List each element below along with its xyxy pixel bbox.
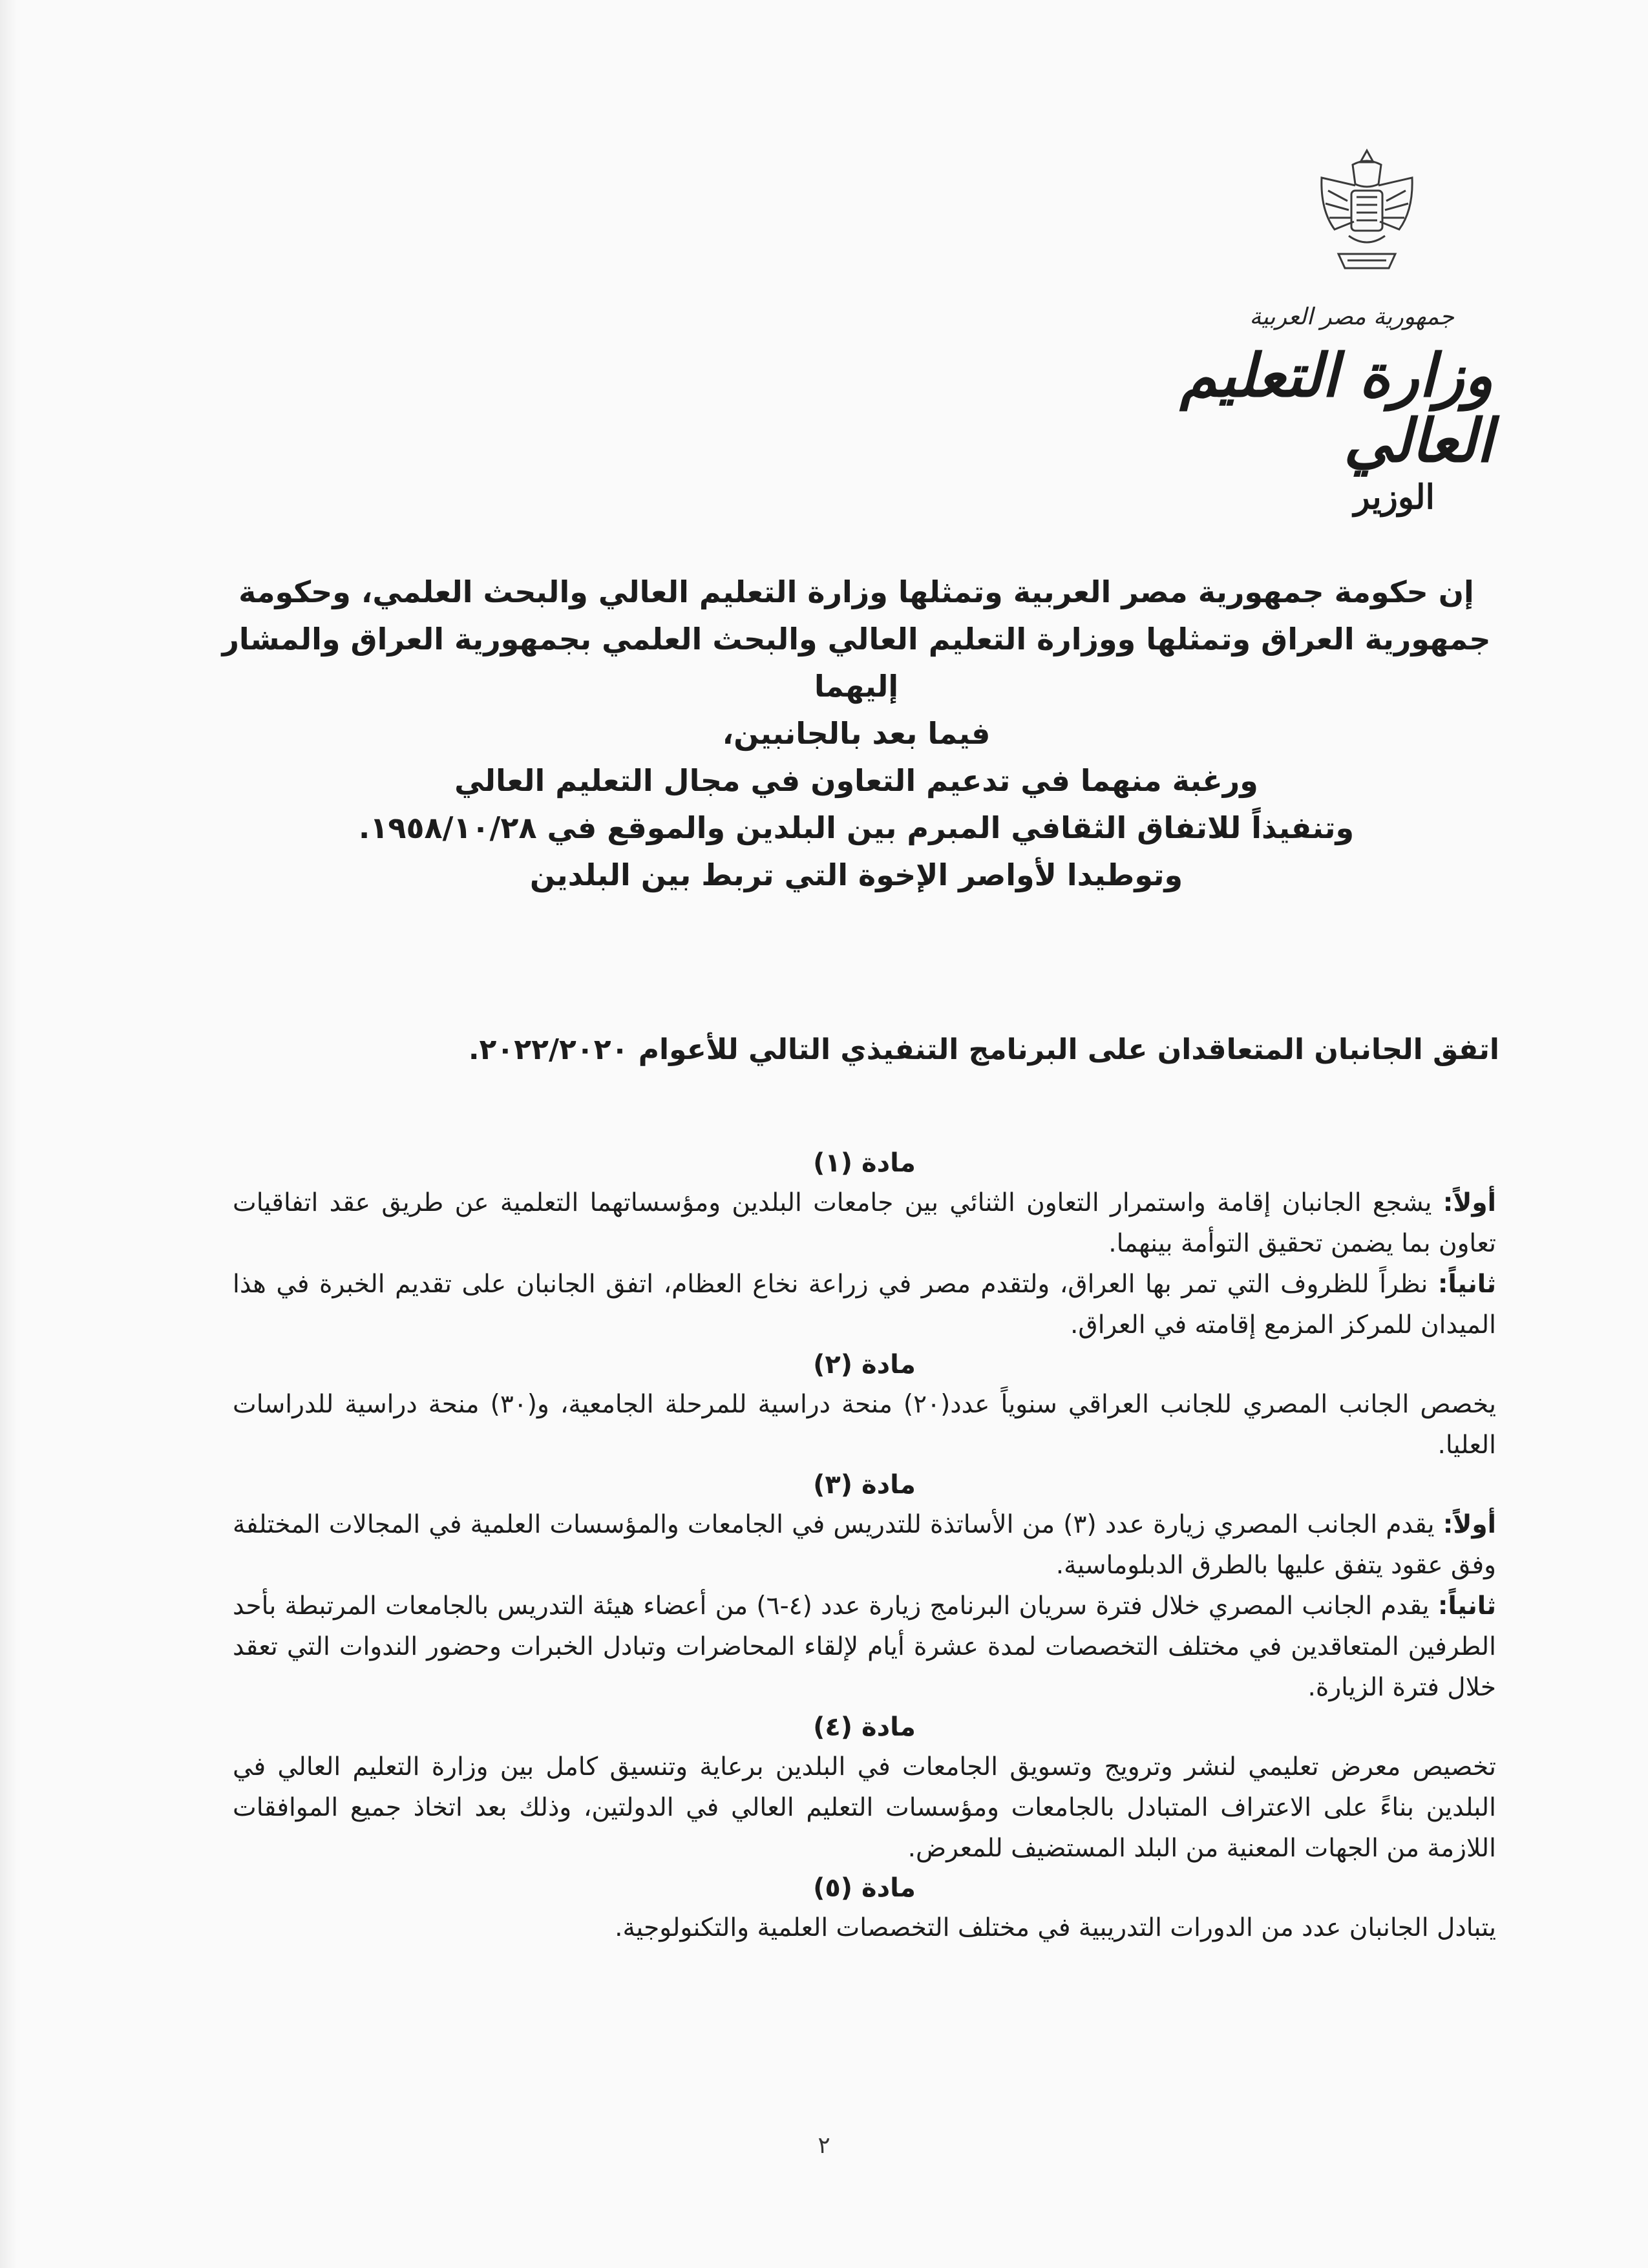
paragraph-text: يخصص الجانب المصري للجانب العراقي سنوياً عدد(٢٠) منحة دراسية للمرحلة الجامعية، و(٣٠) منحة دراسية للدراسات العليا. (233, 1390, 1496, 1460)
article-paragraph (233, 1747, 1496, 1869)
article-4 (233, 1708, 1496, 1869)
letterhead-ministry: وزارة التعليم العالي (1179, 341, 1493, 476)
page-number: ٢ (818, 2132, 830, 2159)
scan-fold-shadow (0, 0, 17, 2268)
preamble-line: جمهورية العراق وتمثلها ووزارة التعليم العالي والبحث العلمي بجمهورية العراق والمشار (222, 622, 1491, 656)
paragraph-text: تخصيص معرض تعليمي لنشر وترويج وتسويق الجامعات في البلدين برعاية وتنسيق كامل بين وزارة التعليم العالي في البلدين بناءً على الاعتراف المتبادل بالجامعات ومؤسسات التعليم العالي في الدولتين، وذلك بعد اتخاذ جميع الموافقات اللازمة من الجهات المعنية من البلد المستضيف للمعرض. (233, 1752, 1496, 1863)
paragraph-text: يتبادل الجانبان عدد من الدورات التدريبية في مختلف التخصصات العلمية والتكنولوجية. (615, 1913, 1496, 1942)
paragraph-lead: ثانياً: (1437, 1270, 1496, 1299)
letterhead (1105, 304, 1493, 517)
article-title: مادة (٥) (813, 1873, 916, 1903)
paragraph-text: يقدم الجانب المصري زيارة عدد (٣) من الأساتذة للتدريس في الجامعات والمؤسسات العلمية في المجالات المختلفة وفق عقود يتفق عليها بالطرق الدبلوماسية. (233, 1510, 1496, 1580)
eagle-emblem-icon (1309, 139, 1425, 278)
articles (233, 1144, 1496, 1948)
letterhead-title: الوزير (1353, 478, 1435, 518)
paragraph-lead: أولاً: (1442, 1510, 1496, 1539)
article-paragraph (233, 1504, 1496, 1586)
article-paragraph (233, 1264, 1496, 1345)
article-5 (233, 1869, 1496, 1948)
preamble-line: وتنفيذاً للاتفاق الثقافي المبرم بين البلدين والموقع في ١٩٥٨/١٠/٢٨. (358, 810, 1355, 845)
preamble-line: إن حكومة جمهورية مصر العربية وتمثلها وزارة التعليم العالي والبحث العلمي، وحكومة (238, 574, 1474, 609)
article-paragraph (233, 1182, 1496, 1264)
article-1 (233, 1144, 1496, 1345)
paragraph-text: نظراً للظروف التي تمر بها العراق، ولتقدم مصر في زراعة نخاع العظام، اتفق الجانبان على تقديم الخبرة في هذا الميدان للمركز المزمع إقامته في العراق. (233, 1270, 1496, 1339)
article-title: مادة (٤) (813, 1712, 916, 1742)
paragraph-text: يقدم الجانب المصري خلال فترة سريان البرنامج زيارة عدد (٤-٦) من أعضاء هيئة التدريس بالجامعات المرتبطة بأحد الطرفين المتعاقدين في مختلف التخصصات لمدة عشرة أيام لإلقاء المحاضرات وتبادل الخبرات وحضور الندوات التي تعقد خلال فترة الزيارة. (233, 1591, 1496, 1702)
paragraph-lead: أولاً: (1442, 1188, 1496, 1217)
article-paragraph (233, 1384, 1496, 1465)
article-title: مادة (٢) (813, 1350, 916, 1380)
letterhead-country: جمهورية مصر العربية (1249, 304, 1454, 330)
preamble-line: وتوطيدا لأواصر الإخوة التي تربط بين البلدين (529, 857, 1183, 892)
article-3 (233, 1465, 1496, 1708)
preamble (213, 569, 1499, 899)
preamble-line: فيما بعد بالجانبين، (722, 716, 991, 751)
paragraph-lead: ثانياً: (1437, 1591, 1496, 1621)
article-title: مادة (٣) (813, 1470, 916, 1500)
article-title: مادة (١) (813, 1148, 916, 1178)
agreement-statement: اتفق الجانبان المتعاقدان على البرنامج التنفيذي التالي للأعوام ٢٠٢٢/٢٠٢٠. (468, 1033, 1499, 1066)
paragraph-text: يشجع الجانبان إقامة واستمرار التعاون الثنائي بين جامعات البلدين ومؤسساتهما التعلمية عن طريق عقد اتفاقيات تعاون بما يضمن تحقيق التوأمة بينهما. (233, 1188, 1496, 1258)
preamble-line: إليهما (814, 669, 899, 704)
article-paragraph (233, 1586, 1496, 1708)
preamble-line: ورغبة منهما في تدعيم التعاون في مجال التعليم العالي (454, 763, 1258, 798)
article-2 (233, 1345, 1496, 1465)
article-paragraph (233, 1907, 1496, 1948)
